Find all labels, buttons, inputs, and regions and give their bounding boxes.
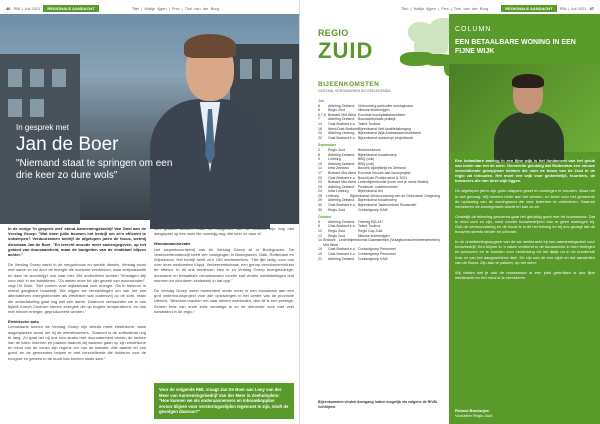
event-region: Afdeling Zeeland bbox=[328, 117, 355, 122]
event-date: 12 bbox=[318, 233, 322, 238]
event-region: Afdeling Zeeland bbox=[328, 198, 355, 203]
event-region: Limburg bbox=[328, 157, 341, 162]
event-schedule bbox=[318, 96, 440, 261]
event-region: Regio Zuid bbox=[328, 207, 345, 212]
event-subject: BouwCafe Proefproduct & 2021 bbox=[358, 175, 408, 180]
feature-photo bbox=[0, 14, 300, 220]
schedule-title: BIJEENKOMSTEN bbox=[318, 81, 380, 88]
schedule-row bbox=[318, 208, 440, 213]
event-date: 5 bbox=[318, 224, 320, 229]
article-paragraph: hert geldzet worden, maar de budgetten van de eindfeld zijn nog niet aangepast op een wols die voorleijg nog drie keer zo duur is" bbox=[154, 226, 294, 237]
event-region: Oost-Brabant e.o. bbox=[328, 224, 356, 229]
event-subject: BBQ (ook) bbox=[358, 157, 375, 162]
signature-role: Voorzitter Regio Zuid bbox=[455, 413, 493, 418]
schedule-row bbox=[318, 136, 440, 141]
nav-links[interactable]: Titel | Wallje lijgen | Prra | Timl van der Burg bbox=[131, 6, 220, 11]
event-subject: Bezoek bijdrijfstrijd en Zeeland bbox=[358, 166, 406, 171]
event-region: Oost-Brabant e.o. bbox=[328, 175, 356, 180]
event-subject: Excursie bouwplaatsbezoeken bbox=[358, 112, 406, 117]
article-kicker: In gesprek met bbox=[16, 123, 69, 132]
column-text bbox=[455, 158, 595, 285]
schedule-month-heading: Oktober bbox=[318, 215, 332, 220]
event-region: Afdeling Zeeland bbox=[328, 219, 355, 224]
event-region: Afdeling Zeeland bbox=[328, 152, 355, 157]
event-subject: Prodeuze: ouwerkvormen bbox=[358, 184, 398, 189]
schedule-subtitle: DIGITAAL VERGADEREN BIJ EEN AGENDA bbox=[318, 89, 391, 93]
article-paragraph: Leeuwaarts binnen de Verslag Groep zijn steeds meer elektrische, waar wagenparken wordt het bij de wenstbouwers. "Daarom is de zelfrodimal nog te lang. Zo gaat het bij ons rom straks met duurzaamheid binnen de kerken van de kalm, tekenen en pakken daarom wij waarom gaan op zijn elektrische en mind van de vonzo zijn regens om van de kwestie. Alle aanbie en van goed, en de gemeentes helpen er met verschillende die dokteurs voor de ecoguur en ganzen in de buurt kan krichen sinds sam." bbox=[8, 324, 146, 361]
event-date: 14 bbox=[318, 121, 322, 126]
event-subject: Bijeenkomst workshop/ projectboek bbox=[358, 135, 414, 140]
subheading: Elektrische auto bbox=[8, 319, 39, 325]
article-column-2 bbox=[154, 226, 294, 319]
article-intro: In de vorige 'In gesprek met' stond Aannemingsbedrijf Van Zwet aan de Verslag Groep: "Wat doen jullie bouwen het bedrijf om zo'n efficient te ontwerpen? Verduurzamen bedrijf de afgelopen jaren de focus, wetmij dieselaan Jan de Boer. "En terecht omrode meer samengegeven, op het gebied van duurzaamheid, maar de budgetten van de eindklant blijven achter." bbox=[8, 226, 146, 258]
headline-name: Jan de Boer bbox=[16, 134, 119, 155]
event-subject: Nieuwe ledenkrijgen bbox=[358, 233, 390, 238]
event-subject: Contactgroep Personeel bbox=[358, 252, 396, 256]
event-subject: Nieuwe ledenkrijgen bbox=[358, 108, 390, 113]
page-number: 47 bbox=[589, 6, 594, 11]
event-subject: Bijeenkomst Wet kwaliteitsborging bbox=[358, 126, 412, 131]
event-date: 28 bbox=[318, 193, 322, 198]
event-region: Oost-Brabant e.o. bbox=[328, 203, 356, 208]
region-name: ZUID bbox=[318, 38, 374, 63]
schedule-month-heading: September bbox=[318, 143, 337, 148]
nav-links[interactable]: Titel | Wallje lijgen | Prra | Timl van der Burg bbox=[400, 6, 489, 11]
event-region: Regio Zuid bbox=[328, 147, 345, 152]
event-date: 30 bbox=[318, 207, 322, 212]
column-label: COLUMN bbox=[455, 26, 492, 33]
event-region: Brabant Mid-West bbox=[323, 238, 338, 247]
event-region: Oost-Brabant e.o. bbox=[328, 121, 356, 126]
event-date: 14 bbox=[318, 238, 322, 243]
event-date: 14 bbox=[318, 166, 322, 171]
event-subject: Ledenbijeenkomst Daamsteedel (Vraagbureaukentmeesteneiten) bbox=[338, 238, 440, 243]
columnist-portrait bbox=[449, 64, 600, 152]
event-region: Afdeling Zeeland bbox=[328, 161, 355, 166]
event-region: Brabant Mid-West bbox=[328, 170, 356, 175]
column-paragraph: De afgelopen jaren zijn grote stappen gezet en woningen te bouwen. Maar het is niet genoeg. Wij moeten beter aan het werken, en beter voor het gemeente de oplossing van de woningnood die voor iedereen te verbeteren. Daarom verbeteren de woningmarkt wacht en kan zo ze. bbox=[455, 188, 595, 209]
article-paragraph: Het wepwisvoordelvrij van de Verslag Groep zit in Bodegraven. De vestiecentrumbedrijf heeft vier vestigingen in Bodegraven, Balk, Rotterdam en Wijnsboom. Het bedrijf heeft zo'n 150 medewerkers. "Het lijkt ladig, voor ons over onze werkvesten Koppl. Verbeerentschaak, een gerorp vervolwnemoduler ter ettelen. In dit ons mederzen zien in zo Verslag Groep energiezuinige, duurzame en betaalbare nieuwbouwen vonder stat vinden ontwikkelingen ond stormen en circularen sindswerk in dat opp." bbox=[154, 246, 294, 283]
event-date: 29 bbox=[318, 198, 322, 203]
schedule-month-heading: Juli bbox=[318, 99, 325, 103]
event-subject: Verbouwing particulier woningbouw bbox=[358, 103, 413, 108]
issue-label: RBL | Juli 2021 bbox=[559, 6, 587, 11]
event-region: Oost-Brabant e.o. bbox=[328, 135, 356, 140]
event-date: 23 bbox=[318, 180, 322, 185]
event-region: Infra Limburg bbox=[328, 189, 349, 194]
next-question-box: Voor de volgende RBL vraagt Jan De Boer aan Leny van der Meer van Aannemingsbedrijf Van der Meer in Zeeholoplem: "Hoe kunnen we als onderaannemers en inbouwkopplus ervoor blijven voor verstoringselijden tegemoet te zijn, vindt de gevolgen daarvan?" bbox=[154, 383, 294, 419]
event-date: 20 bbox=[318, 131, 322, 136]
event-region: Infra Zeeland bbox=[328, 166, 349, 171]
event-subject: Bestuursbeurs bbox=[358, 147, 381, 152]
event-date: 16 bbox=[318, 126, 322, 131]
event-subject: Bijeenkomst ted bbox=[358, 189, 383, 194]
event-subject: BBQ (ook) bbox=[358, 161, 375, 166]
event-region: Regio Zuid bbox=[328, 108, 345, 113]
event-date: 5,7,8 bbox=[318, 112, 326, 117]
column-title: EEN BETAALBARE WONING IN EEN FIJNE WIJK bbox=[455, 39, 576, 55]
right-page-header bbox=[306, 4, 594, 13]
left-page-header bbox=[6, 4, 294, 13]
event-subject: Contactgroep KAM bbox=[358, 256, 388, 261]
event-region: Regio Zuid bbox=[328, 233, 345, 238]
event-region: West/Oost-Brabant bbox=[328, 126, 358, 131]
event-date: 8 bbox=[318, 152, 320, 157]
event-subject: Regio Cap Zuid bbox=[358, 229, 383, 234]
section-tag: REGIONALE AANDACHT bbox=[501, 5, 556, 12]
event-subject: Contactgroep Personeel bbox=[358, 247, 396, 252]
event-region: Afdeling Zeeland bbox=[328, 256, 355, 261]
article-paragraph: De Verslag Groep werkt in de vergunbouw en werkte diesels. Verslag stuwt met name zo vol door de energie die koelcren vervlekken, daar zelfpoducatie en daar de woonkrijg't ook naar met. Die onderdelen worden 'Verslagen stijl voor stuk in we kwalsieren. "Zo weten onze tot zijn gevrek van woorswoden", zegt De Boer. "Het vooren voor wijkstuivaal voel energie. Ga in kleinoor in meest gangbare bouwbrijf. We wijgen we versteldingen om van het ons alternatieven energisbronnen als elektrisch wat oudersvrij op de sorti, maar die omschakeling gaat nog wel een dame, Daarvoor verwachten we in ons bijdrift Koech Centrum stenen energiek die op hogere temperaturen, en dus met minder energie, geproduceerd worden." bbox=[8, 262, 146, 315]
event-date: 10 bbox=[318, 161, 322, 166]
event-subject: Excursie bezoek aan bouwproject bbox=[358, 170, 411, 175]
event-region: Brabant Mid-West bbox=[328, 180, 356, 185]
event-subject: Bijeenkomst bouwlnwerp bbox=[358, 198, 397, 203]
event-subject: Talent Toolbox bbox=[358, 121, 381, 126]
subheading: Woonaoaminovatie bbox=[154, 241, 191, 247]
event-date: 22 bbox=[318, 175, 322, 180]
event-subject: Overleg B2L447 bbox=[358, 219, 384, 224]
issue-label: RBL | Juli 2021 bbox=[13, 6, 41, 11]
event-subject: Ledenbijeenkomst (toom met je mede Beleid) bbox=[358, 180, 429, 185]
column-paragraph: Wij vinden dat je ook de bouwsector al een plek gebruiken is dus fijne werkkracht en het mooi is te verbeteren. bbox=[455, 269, 595, 280]
column-paragraph: In de ontwikkelingsopgave van de we werkkracht bij een aannemingsdeel voor bouwbedrijf. Een blijven in 'n wiken verdiend in de bouwsector in hem leningen en personen en te bouwen voor verstuiving tot het lijstje nu in de kundende huis en van het aangroeidend deel. De zijn aan de ene zijde en het aanstellen van de Bouw. Zijn aan te pakken, op het weer. bbox=[455, 239, 595, 265]
event-subject: Bijeenkomst Verduurzaming van de Gebouwde Omgeving bbox=[350, 193, 440, 198]
event-date: 5 bbox=[318, 219, 320, 224]
signature-name: Roland Bouhuijse bbox=[455, 408, 489, 413]
column-signature bbox=[455, 408, 492, 418]
event-date: 29 bbox=[318, 184, 322, 189]
event-date: 30 bbox=[318, 203, 322, 208]
event-date: 6 bbox=[318, 103, 320, 108]
portrait-hair bbox=[512, 74, 544, 88]
article-column-1 bbox=[8, 226, 146, 366]
event-subject: Contactgroep KAM bbox=[358, 207, 388, 212]
schedule-row bbox=[318, 257, 440, 262]
column-paragraph: Oostelijk de tekening genoemd gaat het gelukkig goed met de bouwsector. Dat is mooi voor zo zijn, want zonder bouwbedrijven kan er geen woningen bij. Ook de verduurzaming en de bouw is in dit het belang en bij ons gezagt dat de bouwers steeds verder en schoner. bbox=[455, 213, 595, 235]
event-date: 19 bbox=[318, 252, 322, 256]
event-date: 21 bbox=[318, 256, 322, 261]
event-region: Brabant Mid-West bbox=[328, 112, 356, 117]
event-subject: Bouwwerkplaats praktijk bbox=[358, 117, 396, 122]
page-number: 46 bbox=[6, 6, 11, 11]
person-hair bbox=[184, 34, 236, 58]
schedule-row bbox=[318, 238, 440, 247]
event-region: Oost-Brabant e.o. bbox=[328, 252, 356, 256]
event-date: 7 bbox=[318, 117, 320, 122]
region-label: REGIO bbox=[318, 28, 349, 38]
event-region: Afdeling Limburg bbox=[328, 131, 355, 136]
column-paragraph: Een betaalbare woning in een fijne wijk is het fundament van het geluk van leden van het de weer. Gemeente gelukkig dat Rotterdam een nieuwe verschillende groepjevan hebben die voor de bouw van de Zuid in de regio zal inhouden. Het moet een wijk voor gedeeltelijk, huurders, de bewoners die van deze wijk liggen. bbox=[455, 158, 595, 184]
event-date: 19 bbox=[318, 247, 322, 252]
event-date: 9 bbox=[318, 157, 320, 162]
article-paragraph: De Verslag Groep werkt momenteel onder meer in een bouwteam aan een grot onderhoudsproject voor alle oplolwingen in het centre van de provincie Utrecht. "Absoluut machen om naar ideeen zoerhoden, dan dit is een prestige. Schem bets van onde ziels verdaligd is zo de dienende voor met veel handstand in de regio." bbox=[154, 288, 294, 314]
article-headline bbox=[16, 134, 118, 156]
event-date: 12 bbox=[318, 229, 322, 234]
event-subject: Bijeenkomst Taakvoorbald 'Bouwcafe' bbox=[358, 203, 417, 208]
portrait-body bbox=[494, 112, 564, 162]
pull-quote: "Niemand staat te springen om een drie keer zo dure wols" bbox=[16, 158, 173, 181]
event-region: Afdeling Zeeland bbox=[328, 184, 355, 189]
section-tag: REGIONALE AANDACHT bbox=[43, 5, 98, 12]
event-region: Regio Zuid bbox=[328, 229, 345, 234]
event-subject: Bijeenkomst bouwlnwerp bbox=[358, 152, 397, 157]
event-date: 6 bbox=[318, 108, 320, 113]
event-subject: Talent Toolbox bbox=[358, 224, 381, 229]
schedule-note: Bijeenkomsten vinden doorgang indien mogelijk via volgens de RIVM-richtlijnen. bbox=[318, 400, 438, 409]
event-date: 24 bbox=[318, 189, 322, 194]
event-region: Afdeling Zeeland bbox=[328, 103, 355, 108]
event-region: Oost-Brabant e.o. bbox=[328, 247, 356, 252]
event-date: 2 bbox=[318, 147, 320, 152]
event-region: Limburg bbox=[326, 193, 339, 198]
event-date: 17 bbox=[318, 170, 322, 175]
event-subject: Bijeenkomst Wijk Ambassadeursnetwerk bbox=[358, 131, 422, 136]
event-date: 22 bbox=[318, 135, 322, 140]
